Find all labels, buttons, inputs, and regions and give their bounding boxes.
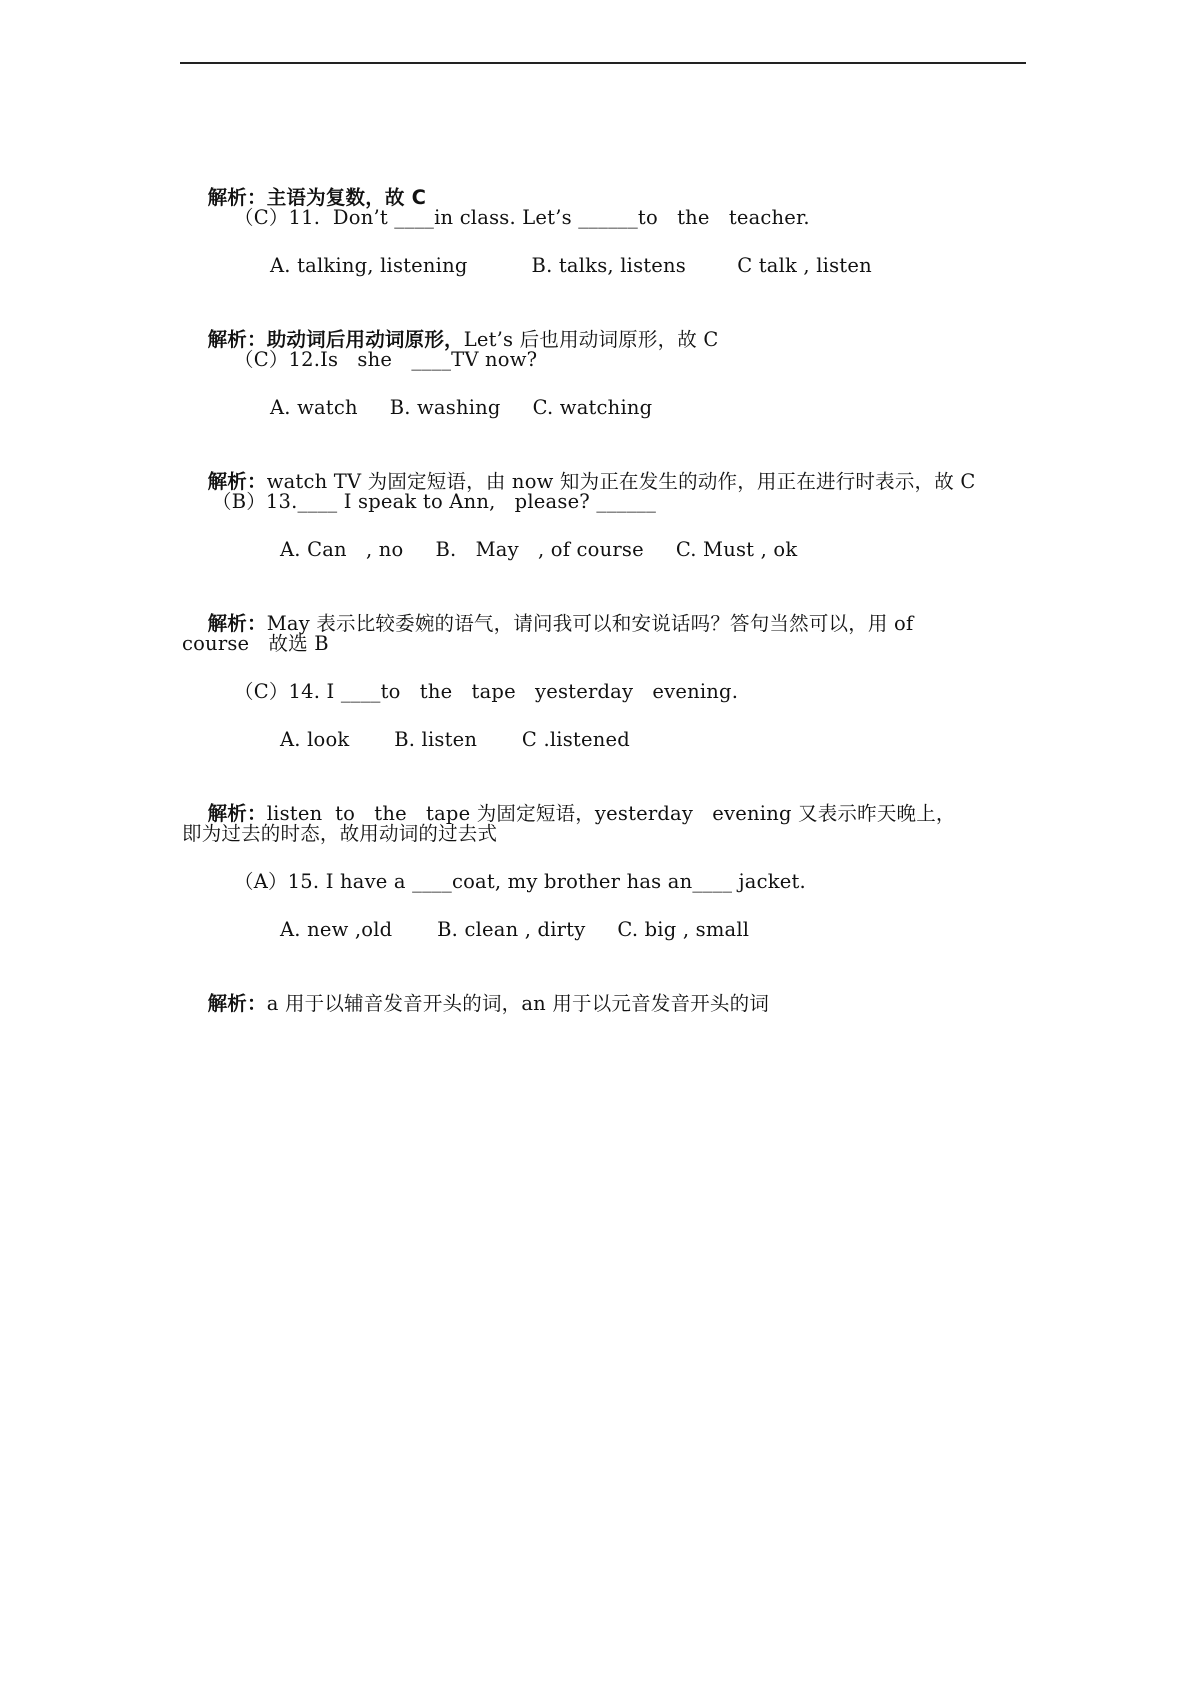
analysis-line-q15 — [182, 962, 769, 1046]
analysis-text-bold: 助动词后用动词原形， — [266, 328, 464, 351]
analysis-line-q13-continued: course 故选 B — [182, 632, 329, 655]
question-13: （B）13.____ I speak to Ann, please? ______ — [212, 490, 657, 513]
analysis-text: May 表示比较委婉的语气，请问我可以和安说话吗？答句当然可以，用 of — [266, 612, 914, 635]
question-15-options: A. new ,old B. clean , dirty C. big , small — [280, 918, 750, 941]
analysis-text: Let’s 后也用动词原形，故 C — [463, 328, 719, 351]
analysis-label: 解析： — [207, 328, 267, 351]
question-12-options: A. watch B. washing C. watching — [270, 396, 653, 419]
analysis-label: 解析： — [207, 992, 267, 1015]
question-11-options: A. talking, listening B. talks, listens C talk , listen — [270, 254, 872, 277]
analysis-label: 解析： — [207, 802, 267, 825]
header-rule — [180, 62, 1026, 64]
analysis-text: listen to the tape 为固定短语，yesterday evening 又表示昨天晚上， — [266, 802, 956, 825]
question-13-options: A. Can , no B. May , of course C. Must , ok — [280, 538, 798, 561]
question-12: （C）12.Is she ____TV now? — [234, 348, 538, 371]
analysis-text: watch TV 为固定短语，由 now 知为正在发生的动作，用正在进行时表示，故 C — [266, 470, 976, 493]
question-11: （C）11. Don’t ____in class. Let’s ______to the teacher. — [234, 206, 810, 229]
question-14-options: A. look B. listen C .listened — [280, 728, 630, 751]
analysis-line-q14-continued: 即为过去的时态，故用动词的过去式 — [182, 822, 498, 845]
analysis-label: 解析： — [207, 612, 267, 635]
question-14: （C）14. I ____to the tape yesterday evening. — [234, 680, 739, 703]
question-15: （A）15. I have a ____coat, my brother has an____ jacket. — [234, 870, 806, 893]
analysis-text: a 用于以辅音发音开头的词，an 用于以元音发音开头的词 — [266, 992, 770, 1015]
analysis-text: 主语为复数，故 C — [266, 186, 427, 209]
analysis-label: 解析： — [207, 470, 267, 493]
analysis-label: 解析： — [207, 186, 267, 209]
